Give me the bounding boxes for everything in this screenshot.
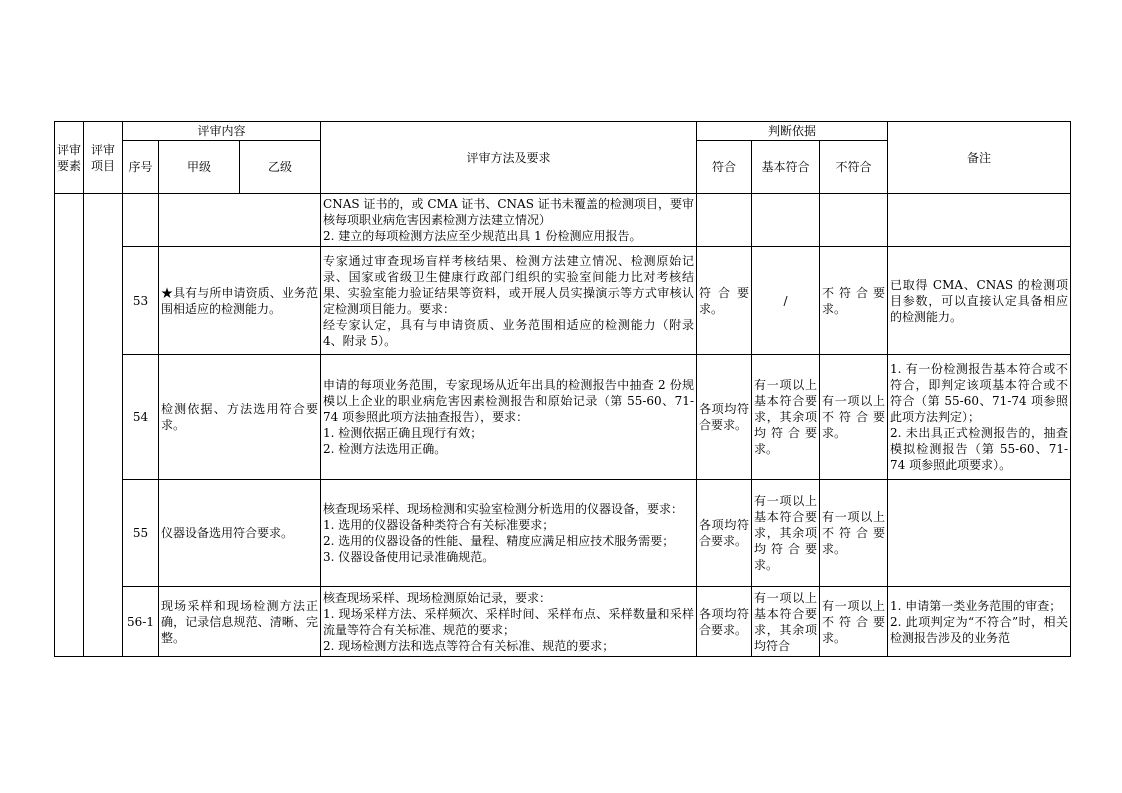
non-cell: 有一项以上不符合要求。: [820, 480, 888, 587]
remark-cell: [888, 480, 1071, 587]
non-cell: 有一项以上不符合要求。: [820, 355, 888, 480]
seq-cell: [123, 194, 159, 247]
header-remark: 备注: [888, 122, 1071, 194]
grade-a-cell: 仪器设备选用符合要求。: [159, 480, 321, 587]
review-table: [54, 121, 1071, 657]
header-basis: 判断依据: [697, 122, 888, 141]
conform-cell: 各项均符合要求。: [697, 587, 752, 657]
method-line: 1. 检测依据正确且现行有效；: [323, 426, 483, 440]
method-line: 经专家认定，具有与申请资质、业务范围相适应的检测能力（附录 4、附录 5）。: [323, 317, 695, 348]
header-grade-a: 甲级: [159, 141, 240, 193]
table-row: [55, 355, 1071, 480]
basic-cell: 有一项以上基本符合要求，其余项均符合要求。: [752, 355, 820, 480]
header-item-text: 评审项目: [90, 142, 115, 173]
table-row: [55, 587, 1071, 657]
header-content: 评审内容: [123, 122, 321, 141]
method-line: CNAS 证书的，或 CMA 证书、CNAS 证书未覆盖的检测项目，要审核每项职业病危害因素检测方法建立情况）: [323, 197, 695, 227]
header-nonconform: 不符合: [820, 141, 888, 194]
method-line: 核查现场采样、现场检测和实验室检测分析选用的仪器设备，要求：: [323, 502, 684, 516]
remark-cell: [888, 355, 1071, 480]
conform-cell: 各项均符合要求。: [697, 355, 752, 480]
method-line: 申请的每项业务范围，专家现场从近年出具的检测报告中抽查 2 份规模以上企业的职业病危害因素检测报告和原始记录（第 55-60、71-74 项参照此项方法抽查报告），要求：: [323, 378, 695, 424]
method-cell: [321, 480, 697, 587]
remark-cell: [888, 194, 1071, 247]
element-cell: [55, 194, 84, 657]
non-cell: 有一项以上不符合要求。: [820, 587, 888, 657]
header-element-text: 评审要素: [57, 142, 82, 173]
seq-cell: 53: [123, 247, 159, 355]
method-line: 2. 检测方法选用正确。: [323, 442, 447, 456]
conform-cell: 符合要求。: [697, 247, 752, 355]
remark-line: 2. 此项判定为“不符合”时，相关检测报告涉及的业务范: [890, 614, 1069, 645]
method-line: 专家通过审查现场盲样考核结果、检测方法建立情况、检测原始记录、国家或省级卫生健康行政部门组织的实验室间能力比对考核结果、实验室能力验证结果等资料，或开展人员实操演示等方式审核认定检测项目能力。要求：: [323, 253, 695, 316]
method-line: 2. 建立的每项检测方法应至少规范出具 1 份检测应用报告。: [323, 229, 642, 243]
method-line: 3. 仪器设备使用记录准确规范。: [323, 550, 495, 564]
header-grades: [159, 141, 321, 194]
method-line: 1. 选用的仪器设备种类符合有关标准要求；: [323, 518, 555, 532]
method-line: 2. 选用的仪器设备的性能、量程、精度应满足相应技术服务需要；: [323, 534, 675, 548]
basic-cell: 有一项以上基本符合要求，其余项均符合: [752, 587, 820, 657]
header-seq: 序号: [123, 141, 159, 194]
table-row: [55, 480, 1071, 587]
header-method: 评审方法及要求: [321, 122, 697, 194]
grade-a-cell: [159, 194, 321, 247]
remark-cell: [888, 587, 1071, 657]
remark-line: 2. 未出具正式检测报告的，抽查模拟检测报告（第 55-60、71-74 项参照此项要求）。: [890, 426, 1069, 472]
table-row: [55, 247, 1071, 355]
method-line: 核查现场采样、现场检测原始记录，要求：: [323, 590, 552, 605]
table-row: [55, 194, 1071, 247]
header-basic-conform: 基本符合: [752, 141, 820, 194]
conform-cell: 各项均符合要求。: [697, 480, 752, 587]
method-cell: [321, 247, 697, 355]
method-line: 2. 现场检测方法和选点等符合有关标准、规范的要求；: [323, 638, 615, 653]
basic-cell: 有一项以上基本符合要求，其余项均符合要求。: [752, 480, 820, 587]
remark-line: 已取得 CMA、CNAS 的检测项目参数，可以直接认定具备相应的检测能力。: [890, 277, 1069, 324]
basic-cell: [752, 194, 820, 247]
remark-line: 1. 有一份检测报告基本符合或不符合，即判定该项基本符合或不符合（第 55-60、71-74 项参照此项方法判定）；: [890, 362, 1069, 424]
method-cell: [321, 587, 697, 657]
header-conform: 符合: [697, 141, 752, 194]
grade-a-cell: 检测依据、方法选用符合要求。: [159, 355, 321, 480]
seq-cell: 56-1: [123, 587, 159, 657]
method-cell: [321, 355, 697, 480]
header-item: [84, 122, 123, 194]
grade-a-cell: 现场采样和现场检测方法正确，记录信息规范、清晰、完整。: [159, 587, 321, 657]
method-cell: [321, 194, 697, 247]
header-grade-b: 乙级: [268, 160, 293, 174]
remark-cell: [888, 247, 1071, 355]
remark-line: 1. 申请第一类业务范围的审查；: [890, 598, 1062, 613]
seq-cell: 55: [123, 480, 159, 587]
basic-cell: /: [752, 247, 820, 355]
grade-a-cell: ★具有与所申请资质、业务范围相适应的检测能力。: [159, 247, 321, 355]
header-element: [55, 122, 84, 194]
conform-cell: [697, 194, 752, 247]
item-cell: [84, 194, 123, 657]
non-cell: 不符合要求。: [820, 247, 888, 355]
method-line: 1. 现场采样方法、采样频次、采样时间、采样布点、采样数量和采样流量等符合有关标准、规范的要求；: [323, 606, 695, 637]
non-cell: [820, 194, 888, 247]
seq-cell: 54: [123, 355, 159, 480]
